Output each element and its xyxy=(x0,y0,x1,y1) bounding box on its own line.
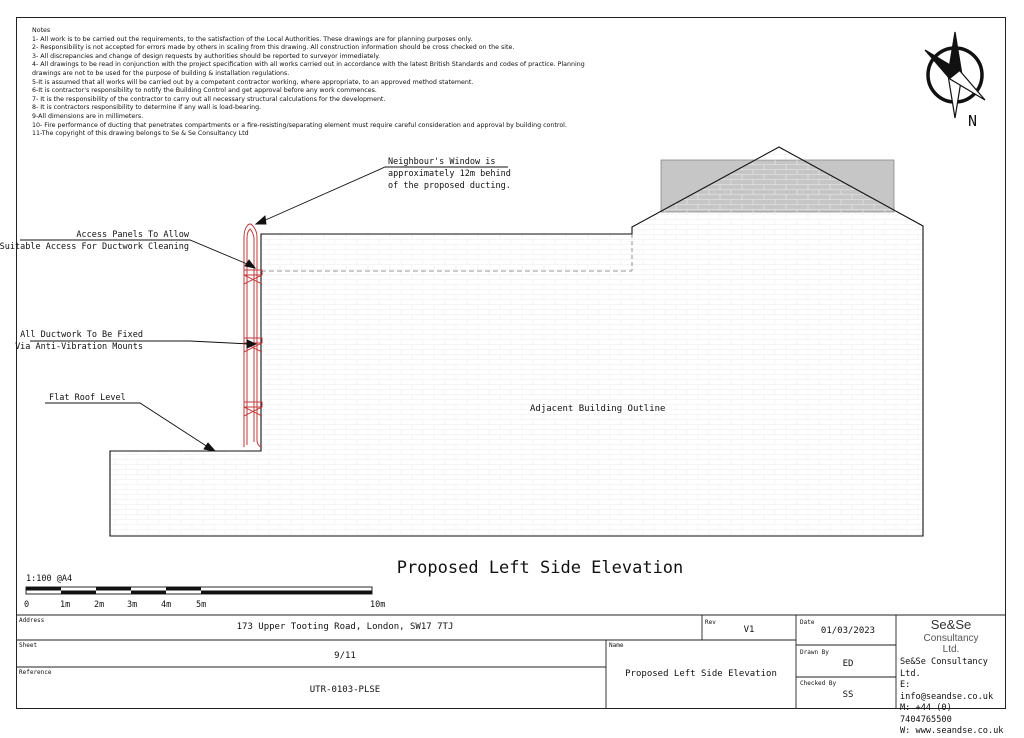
scale-bar xyxy=(24,574,385,610)
adjacent-building-label: Adjacent Building Outline xyxy=(530,404,666,414)
company-phone: M: +44 (0) 7404765500 xyxy=(900,703,952,725)
sheet-label: Sheet xyxy=(19,642,38,649)
note-item: 4- All drawings to be read in conjunction with the project specification with all works carried out in accordance with the latest British Standards and codes of practice. Planning drawings are not to be used for the purpose of building & installation regulations. xyxy=(32,61,585,77)
scale-tick: 2m xyxy=(94,600,105,610)
note-item: 10- Fire performance of ducting that penetrates compartments or a fire-resisting/separating element must require careful consideration and approval by building control. xyxy=(32,121,567,129)
company-name: Se&Se Consultancy Ltd. xyxy=(900,657,988,679)
neighbour-window-label-3: of the proposed ducting. xyxy=(388,181,511,191)
reference-label: Reference xyxy=(19,669,52,676)
drawn-by-value: ED xyxy=(842,659,854,669)
ductwork-fixed-label-1: All Ductwork To Be Fixed xyxy=(20,330,143,340)
company-logo-line2: Consultancy xyxy=(923,633,979,644)
note-item: 3- All discrepancies and change of design requests by authorities should be reported to surveyor immediately. xyxy=(32,52,381,60)
access-panels-label-2: Suitable Access For Ductwork Cleaning xyxy=(0,242,189,252)
north-compass-icon xyxy=(925,32,985,130)
company-web: W: www.seandse.co.uk xyxy=(900,726,1004,736)
company-contact xyxy=(900,657,1006,738)
company-logo-line1: Se&Se xyxy=(930,617,972,632)
note-item: 1- All work is to be carried out the requirements, to the satisfaction of the Local Authorities. These drawings are for planning purposes only. xyxy=(32,35,473,43)
ductwork-fixed-label-2: Via Anti-Vibration Mounts xyxy=(15,342,143,352)
address-label: Address xyxy=(19,617,45,624)
name-label: Name xyxy=(609,642,624,649)
name-value: Proposed Left Side Elevation xyxy=(625,669,777,679)
company-logo-line3: Ltd. xyxy=(942,644,960,655)
scale-tick: 4m xyxy=(161,600,172,610)
note-item: 7- It is the responsibility of the contractor to carry out all necessary structural calculations for the development. xyxy=(32,95,386,103)
sheet-value: 9/11 xyxy=(334,651,356,661)
scale-tick: 5m xyxy=(196,600,207,610)
drawing-title: Proposed Left Side Elevation xyxy=(396,558,684,578)
rev-value: V1 xyxy=(743,625,755,635)
ductwork xyxy=(244,224,262,447)
scale-text: 1:100 @A4 xyxy=(26,574,73,584)
checked-by-value: SS xyxy=(842,690,854,700)
adjacent-building-outline xyxy=(110,147,923,536)
north-label: N xyxy=(968,112,978,130)
note-item: 11-The copyright of this drawing belongs to Se & Se Consultancy Ltd xyxy=(32,130,249,138)
scale-tick: 0 xyxy=(24,600,30,610)
notes-heading: Notes xyxy=(32,27,51,34)
checked-by-label: Checked By xyxy=(800,680,837,687)
note-item: 6-It is contractor's responsibility to notify the Building Control and get approval before any work commences. xyxy=(32,87,377,95)
reference-value: UTR-0103-PLSE xyxy=(309,685,381,695)
address-value: 173 Upper Tooting Road, London, SW17 7TJ xyxy=(236,622,454,632)
company-email: E: info@seandse.co.uk xyxy=(900,680,994,702)
flat-roof-label: Flat Roof Level xyxy=(49,393,126,403)
neighbour-window-label-1: Neighbour's Window is xyxy=(388,157,496,167)
date-label: Date xyxy=(800,619,815,626)
scale-tick: 1m xyxy=(60,600,71,610)
note-item: 5-It is assumed that all works will be carried out by a competent contractor working, where appropriate, to an approved method statement. xyxy=(32,78,474,86)
scale-tick: 10m xyxy=(370,600,386,610)
access-panels-label-1: Access Panels To Allow xyxy=(76,230,189,240)
drawn-by-label: Drawn By xyxy=(800,649,829,656)
rev-label: Rev xyxy=(705,619,716,626)
date-value: 01/03/2023 xyxy=(820,626,876,636)
neighbour-window-label-2: approximately 12m behind xyxy=(388,169,511,179)
note-item: 9-All dimensions are in millimeters. xyxy=(32,112,144,120)
note-item: 2- Responsibility is not accepted for errors made by others in scaling from this drawing. All construction information should be cross checked on the site. xyxy=(32,44,515,52)
scale-tick: 3m xyxy=(127,600,138,610)
note-item: 8- It is contractors responsibility to determine if any wall is load-bearing. xyxy=(32,104,262,112)
